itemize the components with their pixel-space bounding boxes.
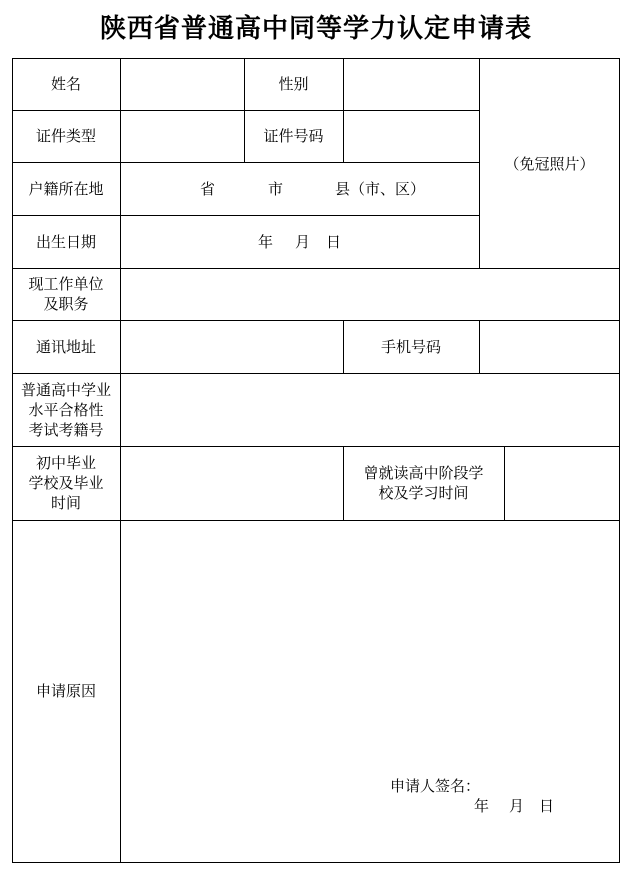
mobile-field[interactable] bbox=[480, 321, 619, 373]
birth-day-label: 日 bbox=[326, 233, 342, 251]
signature-year-label: 年 bbox=[474, 797, 490, 815]
mobile-label: 手机号码 bbox=[380, 337, 441, 356]
reason-label: 申请原因 bbox=[35, 682, 96, 700]
exam-number-label: 普通高中学业 水平合格性 考试考籍号 bbox=[20, 380, 111, 439]
id-number-field[interactable] bbox=[344, 111, 479, 162]
signature-label: 申请人签名： bbox=[390, 777, 481, 795]
signature-day-label: 日 bbox=[539, 797, 555, 815]
table-border-bottom bbox=[12, 862, 620, 863]
junior-school-field[interactable] bbox=[121, 447, 343, 520]
photo-placeholder[interactable]: （免冠照片） bbox=[504, 154, 595, 173]
exam-number-field[interactable] bbox=[121, 374, 619, 446]
county-label: 县（市、区） bbox=[335, 180, 426, 198]
name-field[interactable] bbox=[121, 59, 244, 110]
high-school-field[interactable] bbox=[505, 447, 619, 520]
high-school-label: 曾就读高中阶段学 校及学习时间 bbox=[363, 464, 484, 502]
signature-month-label: 月 bbox=[509, 797, 525, 815]
gender-label: 性别 bbox=[278, 75, 309, 93]
birth-month-label: 月 bbox=[295, 233, 311, 251]
reason-field[interactable] bbox=[121, 521, 619, 771]
address-field[interactable] bbox=[121, 321, 343, 373]
gender-field[interactable] bbox=[344, 59, 479, 110]
id-type-label: 证件类型 bbox=[35, 127, 96, 145]
junior-school-label: 初中毕业 学校及毕业 时间 bbox=[28, 454, 104, 512]
id-number-label: 证件号码 bbox=[263, 127, 324, 145]
birth-year-label: 年 bbox=[258, 233, 274, 251]
birth-date-label: 出生日期 bbox=[35, 232, 96, 251]
work-unit-field[interactable] bbox=[121, 269, 619, 320]
work-unit-label: 现工作单位 及职务 bbox=[28, 275, 104, 313]
city-label: 市 bbox=[268, 180, 284, 198]
province-label: 省 bbox=[200, 180, 216, 198]
id-type-field[interactable] bbox=[121, 111, 244, 162]
table-border-right bbox=[619, 58, 620, 863]
name-label: 姓名 bbox=[50, 75, 81, 93]
form-title: 陕西省普通高中同等学力认定申请表 bbox=[99, 14, 532, 44]
hukou-label: 户籍所在地 bbox=[28, 179, 104, 198]
address-label: 通讯地址 bbox=[35, 337, 96, 356]
